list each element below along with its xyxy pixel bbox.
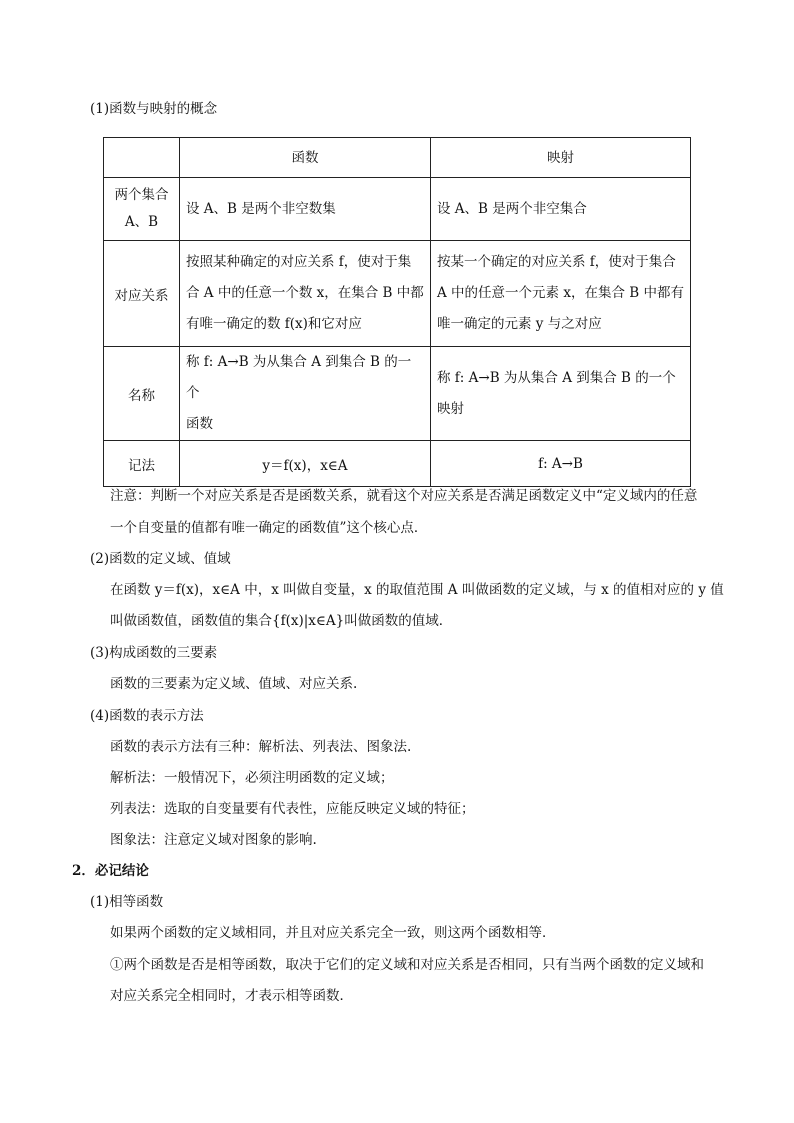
representation-line-3: 列表法：选取的自变量要有代表性，应能反映定义域的特征；: [110, 801, 475, 817]
section-heading-representation: (4)函数的表示方法: [90, 708, 204, 724]
section-heading-equal-functions: (1)相等函数: [90, 894, 164, 910]
row-label-sets: 两个集合 A、B: [104, 178, 180, 241]
mapping-sets-cell: 设 A、B 是两个非空集合: [431, 178, 691, 241]
table-row-sets: [104, 178, 691, 241]
table-header-function: 函数: [180, 138, 431, 178]
section-heading-domain-range: (2)函数的定义域、值域: [90, 551, 231, 567]
equal-functions-line-1: 如果两个函数的定义域相同，并且对应关系完全一致，则这两个函数相等．: [110, 925, 556, 941]
equal-functions-line-2: ①两个函数是否是相等函数，取决于它们的定义域和对应关系是否相同，只有当两个函数的定义域和: [110, 957, 704, 973]
note-line-2: 一个自变量的值都有唯一确定的函数值”这个核心点．: [110, 520, 428, 536]
mapping-notation-cell: f: A→B: [431, 441, 691, 487]
function-correspondence-cell: 按照某种确定的对应关系 f，使对于集 合 A 中的任意一个数 x，在集合 B 中都 有唯一确定的数 f(x)和它对应: [180, 241, 431, 347]
mapping-correspondence-cell: 按某一个确定的对应关系 f，使对于集合 A 中的任意一个元素 x，在集合 B 中都有 唯一确定的元素 y 与之对应: [431, 241, 691, 347]
table-header-mapping: 映射: [431, 138, 691, 178]
function-name-cell: 称 f: A→B 为从集合 A 到集合 B 的一个 函数: [180, 347, 431, 441]
row-label-name: 名称: [104, 347, 180, 441]
section-heading-three-elements: (3)构成函数的三要素: [90, 645, 218, 661]
table-header-blank: [104, 138, 180, 178]
function-notation-cell: y＝f(x)，x∈A: [180, 441, 431, 487]
table-row-notation: [104, 441, 691, 487]
function-mapping-table: [103, 137, 691, 487]
representation-line-1: 函数的表示方法有三种：解析法、列表法、图象法.: [110, 739, 412, 755]
row-label-correspondence: 对应关系: [104, 241, 180, 347]
table-header-row: [104, 138, 691, 178]
table-row-correspondence: [104, 241, 691, 347]
mapping-name-cell: 称 f: A→B 为从集合 A 到集合 B 的一个 映射: [431, 347, 691, 441]
row-label-notation: 记法: [104, 441, 180, 487]
representation-line-4: 图象法：注意定义域对图象的影响.: [110, 832, 317, 848]
domain-range-line-2: 叫做函数值，函数值的集合{f(x)|x∈A}叫做函数的值域．: [110, 613, 453, 629]
part2-heading: 2．必记结论: [72, 863, 149, 879]
equal-functions-line-3: 对应关系完全相同时，才表示相等函数．: [110, 988, 353, 1004]
function-sets-cell: 设 A、B 是两个非空数集: [180, 178, 431, 241]
domain-range-line-1: 在函数 y＝f(x)，x∈A 中，x 叫做自变量，x 的取值范围 A 叫做函数的定义域，与 x 的值相对应的 y 值: [110, 582, 724, 598]
note-line-1: 注意：判断一个对应关系是否是函数关系，就看这个对应关系是否满足函数定义中“定义域内的任意: [110, 488, 698, 504]
section-heading-function-mapping: (1)函数与映射的概念: [90, 101, 218, 117]
representation-line-2: 解析法：一般情况下，必须注明函数的定义域；: [110, 770, 394, 786]
table-row-name: [104, 347, 691, 441]
three-elements-line: 函数的三要素为定义域、值域、对应关系.: [110, 676, 358, 692]
